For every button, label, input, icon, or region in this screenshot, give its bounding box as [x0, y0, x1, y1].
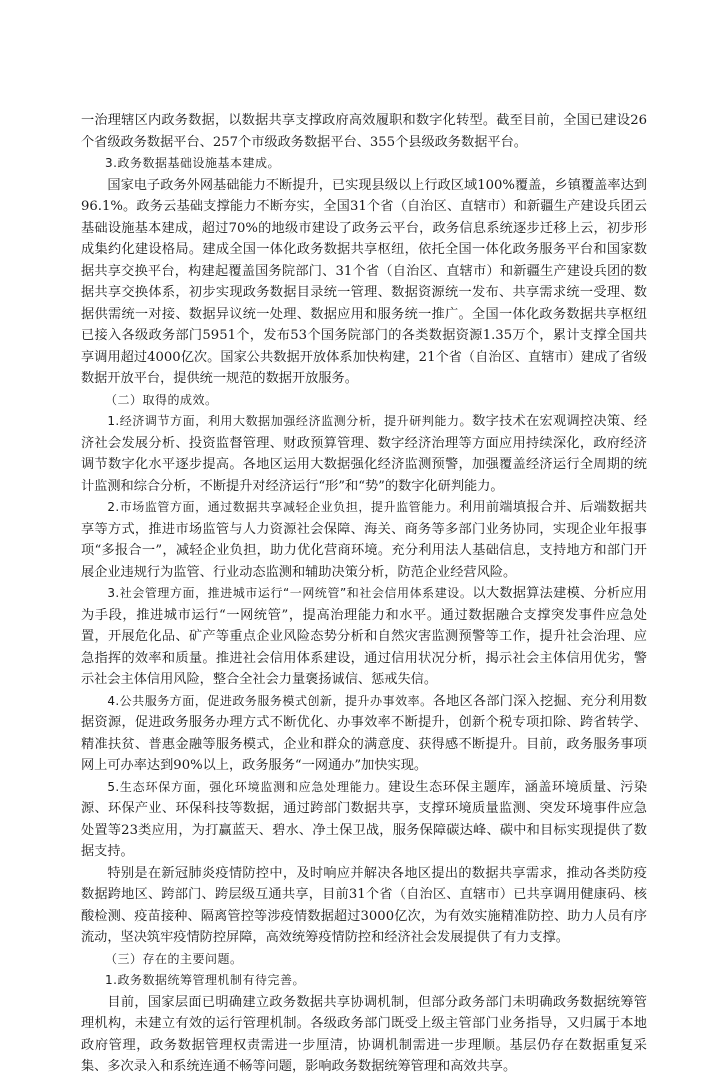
- document-page: [81, 110, 647, 1078]
- section-heading: （二）取得的成效。: [105, 392, 218, 407]
- paragraph: [81, 691, 647, 777]
- paragraph-body: 建设生态环保主题库，涵盖环境质量、污染源、环保产业、环保科技等数据，通过跨部门数据共享，支撑环境质量监测、突发环境事件应急处置等23类应用，为打赢蓝天、碧水、净土保卫战，服务保障碳达峰、碳中和目标实现提供了数据支持。: [81, 779, 648, 859]
- paragraph: [81, 497, 647, 583]
- paragraph-continuation: 一治理辖区内政务数据，以数据共享支撑政府高效履职和数字化转型。截至目前，全国已建设26个省级政务数据平台、257个市级政务数据平台、355个县级政务数据平台。: [81, 113, 647, 150]
- paragraph: 国家电子政务外网基础能力不断提升，已实现县级以上行政区域100%覆盖，乡镇覆盖率达到96.1%。政务云基础支撑能力不断夯实，全国31个省（自治区、直辖市）和新疆生产建设兵团云基础设施基本建成，超过70%的地级市建设了政务云平台，政务信息系统逐步迁移上云，初步形成集约化建设格局。建成全国一体化政务数据共享枢纽，依托全国一体化政务服务平台和国家数据共享交换平台，构建起覆盖国务院部门、31个省（自治区、直辖市）和新疆生产建设兵团的数据共享交换体系，初步实现政务数据目录统一管理、数据资源统一发布、共享需求统一受理、数据供需统一对接、数据异议统一处理、数据应用和服务统一推广。全国一体化政务数据共享枢纽已接入各级政务部门5951个，发布53个国务院部门的各类数据资源1.35万个，累计支撑全国共享调用超过4000亿次。国家公共数据开放体系加快构建，21个省（自治区、直辖市）建成了省级数据开放平台，提供统一规范的数据开放服务。: [81, 177, 647, 386]
- paragraph-body: 数字技术在宏观调控决策、经济社会发展分析、投资监督管理、财政预算管理、数字经济治理等方面应用持续深化，政府经济调节数字化水平逐步提高。各地区运用大数据强化经济监测预警，加强覆盖经济运行全周期的统计监测和综合分析，不断提升对经济运行“形”和“势”的数字化研判能力。: [81, 414, 648, 494]
- section-heading: 3.政务数据基础设施基本建成。: [105, 156, 280, 170]
- lead-sentence: 2.市场监管方面，通过数据共享减轻企业负担，提升监管能力。: [107, 500, 459, 514]
- subsection-heading: 1.政务数据统筹管理机制有待完善。: [105, 973, 305, 987]
- lead-sentence: 1.经济调节方面，利用大数据加强经济监测分析，提升研判能力。: [107, 414, 473, 428]
- paragraph-body: 利用前端填报合并、后端数据共享等方式，推进市场监管与人力资源社会保障、海关、商务等多部门业务协同，实现企业年报事项“多报合一”，减轻企业负担，助力优化营商环境。充分利用法人基础信息，支持地方和部门开展企业违规行为监管、行业动态监测和辅助决策分析，防范企业经营风险。: [81, 500, 647, 580]
- paragraph: [81, 583, 647, 691]
- paragraph: [81, 411, 647, 497]
- section-heading: （三）存在的主要问题。: [105, 951, 243, 966]
- lead-sentence: 5.生态环保方面，强化环境监测和应急处理能力。: [107, 779, 389, 794]
- paragraph: 目前，国家层面已明确建立政务数据共享协调机制，但部分政务部门未明确政务数据统筹管理机构，未建立有效的运行管理机制。各级政务部门既受上级主管部门业务指导，又归属于本地政府管理，政务数据管理权责需进一步厘清，协调机制需进一步理顺。基层仍存在数据重复采集、多次录入和系统连通不畅等问题，影响政务数据统筹管理和高效共享。: [81, 994, 647, 1074]
- paragraph-body: 以大数据算法建模、分析应用为手段，推进城市运行“一网统管”，提高治理能力和水平。通过数据融合支撑突发事件应急处置，开展危化品、矿产等重点企业风险态势分析和自然灾害监测预警等工作，提升社会治理、应急指挥的效率和质量。推进社会信用体系建设，通过信用状况分析，揭示社会主体信用优劣，警示社会主体信用风险，整合全社会力量褒扬诚信、惩戒失信。: [81, 586, 647, 687]
- lead-sentence: 3.社会管理方面，推进城市运行“一网统管”和社会信用体系建设。: [107, 586, 473, 600]
- paragraph-body: 各地区各部门深入挖掘、充分利用数据资源，促进政务服务办理方式不断优化、办事效率不断提升，创新个税专项扣除、跨省转学、精准扶贫、普惠金融等服务模式，企业和群众的满意度、获得感不断提升。目前，政务服务事项网上可办率达到90%以上，政务服务“一网通办”加快实现。: [81, 693, 647, 773]
- paragraph: 特别是在新冠肺炎疫情防控中，及时响应并解决各地区提出的数据共享需求，推动各类防疫数据跨地区、跨部门、跨层级互通共享，目前31个省（自治区、直辖市）已共享调用健康码、核酸检测、疫苗接种、隔离管控等涉疫情数据超过3000亿次，为有效实施精准防控、助力人员有序流动，坚决筑牢疫情防控屏障，高效统筹疫情防控和经济社会发展提供了有力支撑。: [81, 865, 647, 945]
- lead-sentence: 4.公共服务方面，促进政务服务模式创新，提升办事效率。: [107, 693, 433, 708]
- paragraph: [81, 777, 647, 863]
